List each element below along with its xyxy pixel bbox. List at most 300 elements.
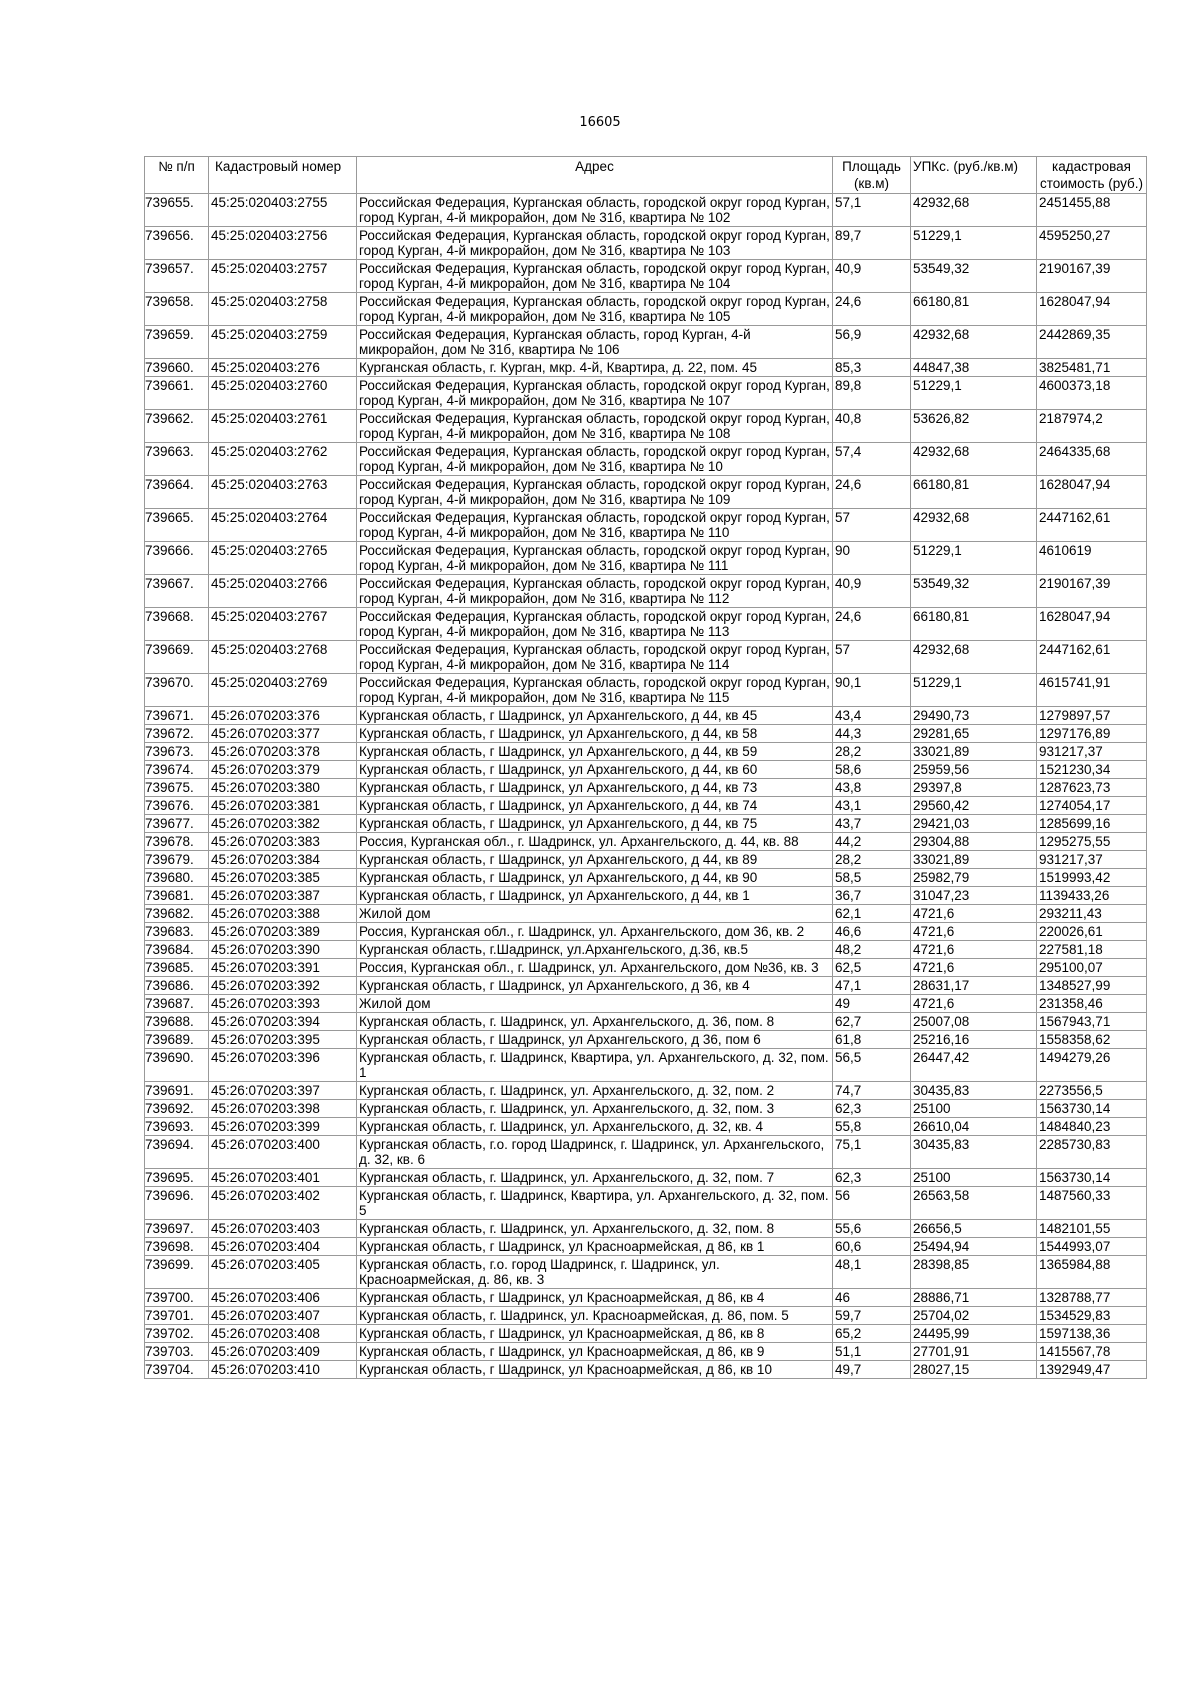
cell-upks: 66180,81 — [911, 608, 1037, 641]
cell-num: 739700. — [145, 1289, 209, 1307]
cell-cadastral-number: 45:26:070203:406 — [209, 1289, 357, 1307]
cell-num: 739669. — [145, 641, 209, 674]
cell-area: 56 — [833, 1187, 911, 1220]
cell-cadastral-number: 45:26:070203:398 — [209, 1100, 357, 1118]
cell-cadastral-value: 293211,43 — [1037, 905, 1147, 923]
cell-address: Курганская область, г Шадринск, ул Архангельского, д 36, пом 6 — [357, 1031, 833, 1049]
table-row — [145, 476, 1147, 509]
cell-cadastral-value: 2464335,68 — [1037, 443, 1147, 476]
cell-cadastral-value: 2285730,83 — [1037, 1136, 1147, 1169]
cell-upks: 29397,8 — [911, 779, 1037, 797]
cell-area: 28,2 — [833, 851, 911, 869]
cell-num: 739681. — [145, 887, 209, 905]
cell-area: 46,6 — [833, 923, 911, 941]
cell-address: Курганская область, г Шадринск, ул Архангельского, д 44, кв 59 — [357, 743, 833, 761]
cell-num: 739701. — [145, 1307, 209, 1325]
cell-address: Российская Федерация, Курганская область, городской округ город Курган, город Курган, 4-й микрорайон, дом № 31б, квартира № 108 — [357, 410, 833, 443]
cell-area: 28,2 — [833, 743, 911, 761]
cell-area: 40,9 — [833, 575, 911, 608]
cell-num: 739679. — [145, 851, 209, 869]
cell-num: 739693. — [145, 1118, 209, 1136]
cell-upks: 42932,68 — [911, 443, 1037, 476]
cell-cadastral-value: 1482101,55 — [1037, 1220, 1147, 1238]
cell-cadastral-value: 295100,07 — [1037, 959, 1147, 977]
cell-cadastral-number: 45:26:070203:394 — [209, 1013, 357, 1031]
cell-address: Российская Федерация, Курганская область, городской округ город Курган, город Курган, 4-й микрорайон, дом № 31б, квартира № 112 — [357, 575, 833, 608]
cell-cadastral-value: 1392949,47 — [1037, 1361, 1147, 1379]
cell-cadastral-number: 45:25:020403:2767 — [209, 608, 357, 641]
cell-address: Российская Федерация, Курганская область, город Курган, 4-й микрорайон, дом № 31б, квартира № 106 — [357, 326, 833, 359]
cell-area: 85,3 — [833, 359, 911, 377]
cell-upks: 29281,65 — [911, 725, 1037, 743]
cell-num: 739685. — [145, 959, 209, 977]
table-row — [145, 227, 1147, 260]
cell-cadastral-value: 1297176,89 — [1037, 725, 1147, 743]
table-row — [145, 707, 1147, 725]
cell-area: 90 — [833, 542, 911, 575]
table-row — [145, 1256, 1147, 1289]
cell-cadastral-number: 45:25:020403:2764 — [209, 509, 357, 542]
cell-upks: 33021,89 — [911, 851, 1037, 869]
cell-cadastral-value: 1139433,26 — [1037, 887, 1147, 905]
table-row — [145, 725, 1147, 743]
cell-cadastral-number: 45:26:070203:396 — [209, 1049, 357, 1082]
cell-cadastral-number: 45:26:070203:402 — [209, 1187, 357, 1220]
cell-area: 36,7 — [833, 887, 911, 905]
cell-num: 739704. — [145, 1361, 209, 1379]
cell-address: Курганская область, г.Шадринск, ул.Архангельского, д.36, кв.5 — [357, 941, 833, 959]
table-row — [145, 743, 1147, 761]
cell-cadastral-value: 1521230,34 — [1037, 761, 1147, 779]
cell-cadastral-value: 2442869,35 — [1037, 326, 1147, 359]
cell-num: 739657. — [145, 260, 209, 293]
cell-address: Российская Федерация, Курганская область, городской округ город Курган, город Курган, 4-й микрорайон, дом № 31б, квартира № 114 — [357, 641, 833, 674]
cell-cadastral-number: 45:26:070203:395 — [209, 1031, 357, 1049]
cell-address: Российская Федерация, Курганская область, городской округ город Курган, город Курган, 4-й микрорайон, дом № 31б, квартира № 110 — [357, 509, 833, 542]
table-row — [145, 359, 1147, 377]
table-row — [145, 1169, 1147, 1187]
cell-area: 74,7 — [833, 1082, 911, 1100]
cell-num: 739687. — [145, 995, 209, 1013]
cell-num: 739674. — [145, 761, 209, 779]
table-row — [145, 326, 1147, 359]
table-row — [145, 1325, 1147, 1343]
cell-area: 62,3 — [833, 1100, 911, 1118]
cell-upks: 28398,85 — [911, 1256, 1037, 1289]
cell-address: Курганская область, г Шадринск, ул Красноармейская, д 86, кв 10 — [357, 1361, 833, 1379]
cell-num: 739684. — [145, 941, 209, 959]
cell-num: 739688. — [145, 1013, 209, 1031]
cell-cadastral-number: 45:26:070203:408 — [209, 1325, 357, 1343]
cell-area: 89,8 — [833, 377, 911, 410]
cell-upks: 51229,1 — [911, 227, 1037, 260]
cell-num: 739662. — [145, 410, 209, 443]
cell-upks: 66180,81 — [911, 293, 1037, 326]
cell-cadastral-value: 931217,37 — [1037, 851, 1147, 869]
cell-cadastral-value: 1563730,14 — [1037, 1169, 1147, 1187]
cell-num: 739656. — [145, 227, 209, 260]
cell-area: 44,2 — [833, 833, 911, 851]
cell-cadastral-number: 45:25:020403:2757 — [209, 260, 357, 293]
cell-upks: 29490,73 — [911, 707, 1037, 725]
cell-cadastral-number: 45:25:020403:2760 — [209, 377, 357, 410]
cell-upks: 31047,23 — [911, 887, 1037, 905]
cell-cadastral-value: 1415567,78 — [1037, 1343, 1147, 1361]
cell-num: 739664. — [145, 476, 209, 509]
cell-address: Курганская область, г.о. город Шадринск, г. Шадринск, ул. Архангельского, д. 32, кв. 6 — [357, 1136, 833, 1169]
cell-num: 739695. — [145, 1169, 209, 1187]
cell-cadastral-value: 1628047,94 — [1037, 608, 1147, 641]
cell-address: Российская Федерация, Курганская область, городской округ город Курган, город Курган, 4-й микрорайон, дом № 31б, квартира № 10 — [357, 443, 833, 476]
table-row — [145, 851, 1147, 869]
cell-cadastral-number: 45:26:070203:405 — [209, 1256, 357, 1289]
cell-upks: 4721,6 — [911, 905, 1037, 923]
header-upks: УПКс. (руб./кв.м) — [911, 157, 1037, 194]
page-number: 16605 — [579, 115, 621, 130]
cell-cadastral-number: 45:25:020403:276 — [209, 359, 357, 377]
table-row — [145, 443, 1147, 476]
cell-cadastral-number: 45:26:070203:391 — [209, 959, 357, 977]
cell-num: 739677. — [145, 815, 209, 833]
cell-num: 739672. — [145, 725, 209, 743]
cell-address: Курганская область, г Шадринск, ул Красноармейская, д 86, кв 8 — [357, 1325, 833, 1343]
cell-cadastral-value: 2273556,5 — [1037, 1082, 1147, 1100]
cell-cadastral-value: 1287623,73 — [1037, 779, 1147, 797]
cell-upks: 4721,6 — [911, 941, 1037, 959]
cell-upks: 25959,56 — [911, 761, 1037, 779]
cell-upks: 29560,42 — [911, 797, 1037, 815]
cell-address: Курганская область, г. Шадринск, Квартира, ул. Архангельского, д. 32, пом. 1 — [357, 1049, 833, 1082]
cell-num: 739678. — [145, 833, 209, 851]
cell-cadastral-number: 45:25:020403:2768 — [209, 641, 357, 674]
cell-cadastral-value: 4610619 — [1037, 542, 1147, 575]
table-row — [145, 1136, 1147, 1169]
cell-upks: 24495,99 — [911, 1325, 1037, 1343]
cell-address: Курганская область, г. Шадринск, ул. Красноармейская, д. 86, пом. 5 — [357, 1307, 833, 1325]
table-row — [145, 941, 1147, 959]
cell-area: 43,1 — [833, 797, 911, 815]
cell-area: 24,6 — [833, 608, 911, 641]
cell-area: 90,1 — [833, 674, 911, 707]
cell-upks: 51229,1 — [911, 542, 1037, 575]
cell-area: 43,8 — [833, 779, 911, 797]
table-row — [145, 1031, 1147, 1049]
cell-cadastral-value: 231358,46 — [1037, 995, 1147, 1013]
table-row — [145, 1013, 1147, 1031]
table-row — [145, 194, 1147, 227]
cell-address: Российская Федерация, Курганская область, городской округ город Курган, город Курган, 4-й микрорайон, дом № 31б, квартира № 105 — [357, 293, 833, 326]
cell-address: Курганская область, г Шадринск, ул Архангельского, д 44, кв 73 — [357, 779, 833, 797]
table-row — [145, 995, 1147, 1013]
cell-address: Курганская область, г Шадринск, ул Архангельского, д 36, кв 4 — [357, 977, 833, 995]
cell-cadastral-value: 1628047,94 — [1037, 476, 1147, 509]
cell-address: Курганская область, г Шадринск, ул Архангельского, д 44, кв 60 — [357, 761, 833, 779]
cell-cadastral-number: 45:26:070203:392 — [209, 977, 357, 995]
cell-cadastral-number: 45:26:070203:380 — [209, 779, 357, 797]
cell-cadastral-value: 1597138,36 — [1037, 1325, 1147, 1343]
cell-area: 62,5 — [833, 959, 911, 977]
cell-upks: 28027,15 — [911, 1361, 1037, 1379]
cell-cadastral-number: 45:25:020403:2766 — [209, 575, 357, 608]
cell-cadastral-value: 1558358,62 — [1037, 1031, 1147, 1049]
cadastral-table — [144, 156, 1147, 1379]
cell-area: 62,3 — [833, 1169, 911, 1187]
cell-upks: 33021,89 — [911, 743, 1037, 761]
cell-address: Курганская область, г Шадринск, ул Красноармейская, д 86, кв 4 — [357, 1289, 833, 1307]
cell-area: 75,1 — [833, 1136, 911, 1169]
table-row — [145, 293, 1147, 326]
cell-upks: 28886,71 — [911, 1289, 1037, 1307]
cell-address: Курганская область, г.о. город Шадринск, г. Шадринск, ул. Красноармейская, д. 86, кв. 3 — [357, 1256, 833, 1289]
cell-area: 51,1 — [833, 1343, 911, 1361]
cell-address: Россия, Курганская обл., г. Шадринск, ул. Архангельского, дом 36, кв. 2 — [357, 923, 833, 941]
table-row — [145, 1100, 1147, 1118]
cell-address: Курганская область, г Шадринск, ул Архангельского, д 44, кв 90 — [357, 869, 833, 887]
cell-cadastral-number: 45:25:020403:2763 — [209, 476, 357, 509]
cell-upks: 53626,82 — [911, 410, 1037, 443]
cell-cadastral-number: 45:25:020403:2769 — [209, 674, 357, 707]
cell-num: 739666. — [145, 542, 209, 575]
cell-area: 57,1 — [833, 194, 911, 227]
cell-cadastral-value: 1328788,77 — [1037, 1289, 1147, 1307]
cell-address: Курганская область, г. Шадринск, Квартира, ул. Архангельского, д. 32, пом. 5 — [357, 1187, 833, 1220]
table-row — [145, 575, 1147, 608]
cell-area: 65,2 — [833, 1325, 911, 1343]
cell-area: 49,7 — [833, 1361, 911, 1379]
cell-num: 739659. — [145, 326, 209, 359]
cell-num: 739686. — [145, 977, 209, 995]
cell-cadastral-number: 45:26:070203:393 — [209, 995, 357, 1013]
table-row — [145, 977, 1147, 995]
header-address: Адрес — [357, 157, 833, 194]
cell-cadastral-number: 45:25:020403:2756 — [209, 227, 357, 260]
cell-upks: 42932,68 — [911, 194, 1037, 227]
table-row — [145, 779, 1147, 797]
table-row — [145, 674, 1147, 707]
cell-area: 49 — [833, 995, 911, 1013]
cell-upks: 26610,04 — [911, 1118, 1037, 1136]
cell-num: 739676. — [145, 797, 209, 815]
cell-num: 739661. — [145, 377, 209, 410]
header-cadastral-value: кадастровая стоимость (руб.) — [1037, 157, 1147, 194]
cell-num: 739696. — [145, 1187, 209, 1220]
table-body — [145, 194, 1147, 1379]
cell-cadastral-value: 1494279,26 — [1037, 1049, 1147, 1082]
cell-address: Российская Федерация, Курганская область, городской округ город Курган, город Курган, 4-й микрорайон, дом № 31б, квартира № 102 — [357, 194, 833, 227]
table-row — [145, 887, 1147, 905]
cell-cadastral-number: 45:26:070203:389 — [209, 923, 357, 941]
table-row — [145, 923, 1147, 941]
cell-num: 739668. — [145, 608, 209, 641]
cell-area: 62,7 — [833, 1013, 911, 1031]
cell-num: 739694. — [145, 1136, 209, 1169]
cell-num: 739667. — [145, 575, 209, 608]
cell-cadastral-number: 45:26:070203:397 — [209, 1082, 357, 1100]
cell-area: 24,6 — [833, 476, 911, 509]
table-row — [145, 959, 1147, 977]
cell-area: 57 — [833, 509, 911, 542]
cell-upks: 25007,08 — [911, 1013, 1037, 1031]
cell-area: 48,2 — [833, 941, 911, 959]
cell-cadastral-value: 1563730,14 — [1037, 1100, 1147, 1118]
cell-cadastral-number: 45:25:020403:2758 — [209, 293, 357, 326]
cell-area: 62,1 — [833, 905, 911, 923]
cell-upks: 29304,88 — [911, 833, 1037, 851]
cell-num: 739673. — [145, 743, 209, 761]
cell-address: Российская Федерация, Курганская область, городской округ город Курган, город Курган, 4-й микрорайон, дом № 31б, квартира № 107 — [357, 377, 833, 410]
cell-upks: 29421,03 — [911, 815, 1037, 833]
cell-cadastral-number: 45:26:070203:387 — [209, 887, 357, 905]
cell-address: Россия, Курганская обл., г. Шадринск, ул. Архангельского, дом №36, кв. 3 — [357, 959, 833, 977]
cell-cadastral-value: 1567943,71 — [1037, 1013, 1147, 1031]
cell-num: 739698. — [145, 1238, 209, 1256]
cell-address: Российская Федерация, Курганская область, городской округ город Курган, город Курган, 4-й микрорайон, дом № 31б, квартира № 113 — [357, 608, 833, 641]
cell-cadastral-value: 1295275,55 — [1037, 833, 1147, 851]
table-row — [145, 1289, 1147, 1307]
cell-cadastral-value: 1519993,42 — [1037, 869, 1147, 887]
cell-area: 47,1 — [833, 977, 911, 995]
cell-cadastral-value: 2447162,61 — [1037, 641, 1147, 674]
cell-num: 739671. — [145, 707, 209, 725]
header-cadastral-number: Кадастровый номер — [209, 157, 357, 194]
cell-cadastral-value: 1628047,94 — [1037, 293, 1147, 326]
cell-upks: 4721,6 — [911, 923, 1037, 941]
cell-area: 40,8 — [833, 410, 911, 443]
cell-cadastral-number: 45:26:070203:376 — [209, 707, 357, 725]
cell-cadastral-number: 45:26:070203:390 — [209, 941, 357, 959]
cell-upks: 25100 — [911, 1169, 1037, 1187]
cell-upks: 42932,68 — [911, 641, 1037, 674]
table-row — [145, 1187, 1147, 1220]
cell-address: Курганская область, г Шадринск, ул Архангельского, д 44, кв 1 — [357, 887, 833, 905]
cell-upks: 30435,83 — [911, 1082, 1037, 1100]
cell-num: 739697. — [145, 1220, 209, 1238]
cell-cadastral-number: 45:26:070203:404 — [209, 1238, 357, 1256]
cell-area: 57 — [833, 641, 911, 674]
cell-cadastral-value: 1274054,17 — [1037, 797, 1147, 815]
cell-cadastral-value: 220026,61 — [1037, 923, 1147, 941]
cell-address: Российская Федерация, Курганская область, городской округ город Курган, город Курган, 4-й микрорайон, дом № 31б, квартира № 109 — [357, 476, 833, 509]
cell-cadastral-value: 1534529,83 — [1037, 1307, 1147, 1325]
cell-num: 739670. — [145, 674, 209, 707]
cell-area: 55,6 — [833, 1220, 911, 1238]
cell-cadastral-number: 45:26:070203:384 — [209, 851, 357, 869]
cell-num: 739663. — [145, 443, 209, 476]
cell-cadastral-number: 45:25:020403:2761 — [209, 410, 357, 443]
cell-num: 739682. — [145, 905, 209, 923]
cell-num: 739680. — [145, 869, 209, 887]
cell-cadastral-value: 227581,18 — [1037, 941, 1147, 959]
cell-address: Жилой дом — [357, 995, 833, 1013]
cell-address: Россия, Курганская обл., г. Шадринск, ул. Архангельского, д. 44, кв. 88 — [357, 833, 833, 851]
cell-num: 739692. — [145, 1100, 209, 1118]
cell-cadastral-value: 1348527,99 — [1037, 977, 1147, 995]
table-row — [145, 761, 1147, 779]
cell-area: 48,1 — [833, 1256, 911, 1289]
cell-address: Курганская область, г Шадринск, ул Архангельского, д 44, кв 75 — [357, 815, 833, 833]
table-row — [145, 1220, 1147, 1238]
cell-cadastral-value: 1279897,57 — [1037, 707, 1147, 725]
table-row — [145, 833, 1147, 851]
cell-address: Жилой дом — [357, 905, 833, 923]
cell-address: Курганская область, г Шадринск, ул Красноармейская, д 86, кв 9 — [357, 1343, 833, 1361]
cell-num: 739703. — [145, 1343, 209, 1361]
cell-area: 58,5 — [833, 869, 911, 887]
cell-upks: 25100 — [911, 1100, 1037, 1118]
cell-upks: 51229,1 — [911, 377, 1037, 410]
table-row — [145, 509, 1147, 542]
cell-cadastral-number: 45:26:070203:410 — [209, 1361, 357, 1379]
cell-num: 739689. — [145, 1031, 209, 1049]
cell-cadastral-number: 45:26:070203:382 — [209, 815, 357, 833]
cell-cadastral-value: 1544993,07 — [1037, 1238, 1147, 1256]
cell-upks: 44847,38 — [911, 359, 1037, 377]
cell-cadastral-value: 1365984,88 — [1037, 1256, 1147, 1289]
table-header-row — [145, 157, 1147, 194]
cell-num: 739691. — [145, 1082, 209, 1100]
cell-upks: 66180,81 — [911, 476, 1037, 509]
cell-cadastral-number: 45:26:070203:385 — [209, 869, 357, 887]
header-num: № п/п — [145, 157, 209, 194]
cell-cadastral-number: 45:26:070203:407 — [209, 1307, 357, 1325]
cell-area: 56,9 — [833, 326, 911, 359]
cell-num: 739655. — [145, 194, 209, 227]
cell-upks: 26656,5 — [911, 1220, 1037, 1238]
cell-upks: 27701,91 — [911, 1343, 1037, 1361]
cell-cadastral-number: 45:26:070203:401 — [209, 1169, 357, 1187]
cell-area: 89,7 — [833, 227, 911, 260]
cell-area: 46 — [833, 1289, 911, 1307]
table-row — [145, 1049, 1147, 1082]
cell-address: Российская Федерация, Курганская область, городской округ город Курган, город Курган, 4-й микрорайон, дом № 31б, квартира № 115 — [357, 674, 833, 707]
cell-num: 739660. — [145, 359, 209, 377]
cell-upks: 4721,6 — [911, 959, 1037, 977]
cell-upks: 51229,1 — [911, 674, 1037, 707]
table-row — [145, 377, 1147, 410]
table-row — [145, 869, 1147, 887]
cell-address: Курганская область, г. Шадринск, ул. Архангельского, д. 32, кв. 4 — [357, 1118, 833, 1136]
cell-area: 60,6 — [833, 1238, 911, 1256]
cell-upks: 53549,32 — [911, 260, 1037, 293]
cell-address: Курганская область, г Шадринск, ул Архангельского, д 44, кв 45 — [357, 707, 833, 725]
cell-address: Курганская область, г. Шадринск, ул. Архангельского, д. 32, пом. 2 — [357, 1082, 833, 1100]
cell-cadastral-value: 4615741,91 — [1037, 674, 1147, 707]
table-row — [145, 608, 1147, 641]
cell-area: 24,6 — [833, 293, 911, 326]
cell-cadastral-value: 4595250,27 — [1037, 227, 1147, 260]
table-row — [145, 815, 1147, 833]
cell-area: 57,4 — [833, 443, 911, 476]
cell-area: 59,7 — [833, 1307, 911, 1325]
cell-address: Курганская область, г Шадринск, ул Архангельского, д 44, кв 74 — [357, 797, 833, 815]
table-row — [145, 1307, 1147, 1325]
cell-cadastral-number: 45:26:070203:409 — [209, 1343, 357, 1361]
cell-cadastral-number: 45:26:070203:400 — [209, 1136, 357, 1169]
cell-address: Российская Федерация, Курганская область, городской округ город Курган, город Курган, 4-й микрорайон, дом № 31б, квартира № 111 — [357, 542, 833, 575]
cell-upks: 25704,02 — [911, 1307, 1037, 1325]
cell-upks: 25216,16 — [911, 1031, 1037, 1049]
cell-address: Курганская область, г. Шадринск, ул. Архангельского, д. 36, пом. 8 — [357, 1013, 833, 1031]
cell-cadastral-value: 3825481,71 — [1037, 359, 1147, 377]
cell-cadastral-number: 45:26:070203:381 — [209, 797, 357, 815]
table-row — [145, 905, 1147, 923]
cell-area: 43,7 — [833, 815, 911, 833]
cell-area: 56,5 — [833, 1049, 911, 1082]
table-row — [145, 1118, 1147, 1136]
cell-cadastral-number: 45:26:070203:403 — [209, 1220, 357, 1238]
table-row — [145, 542, 1147, 575]
cell-cadastral-value: 1487560,33 — [1037, 1187, 1147, 1220]
